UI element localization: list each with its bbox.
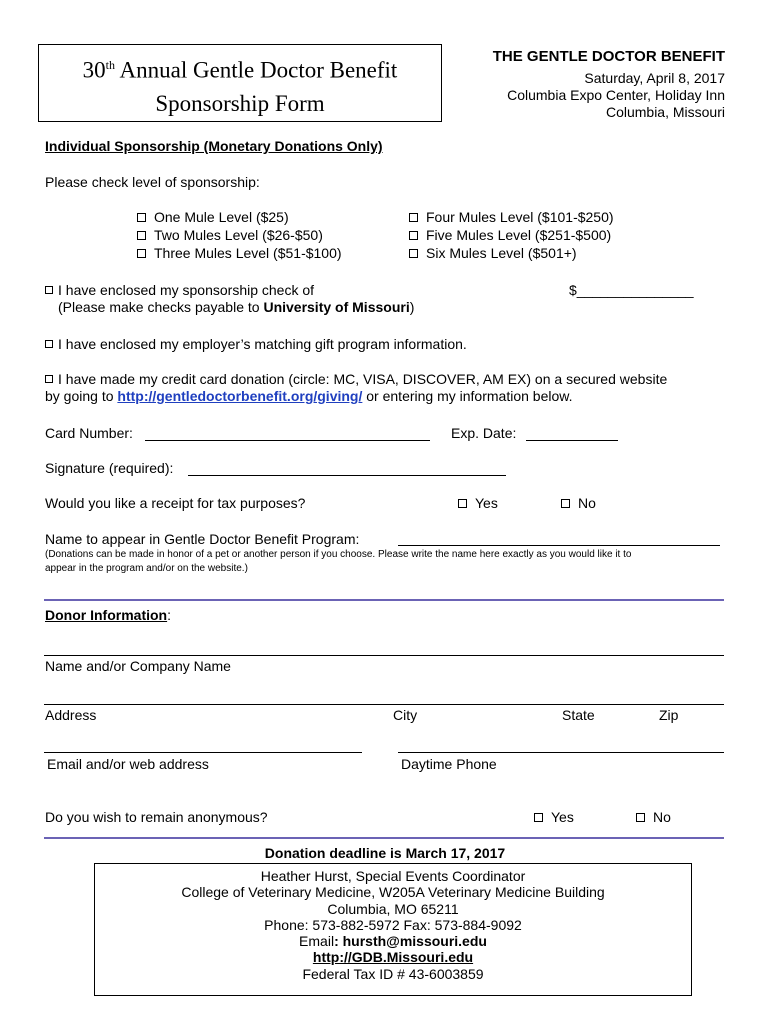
program-name-note-1: (Donations can be made in honor of a pet or another person if you choose. Please write the name here exactly as you would like it to <box>45 549 632 560</box>
signature-field[interactable] <box>188 475 506 476</box>
checkbox[interactable] <box>45 375 53 383</box>
checkbox[interactable] <box>45 340 53 348</box>
event-venue: Columbia Expo Center, Holiday Inn <box>507 87 725 103</box>
receipt-yes[interactable]: Yes <box>458 495 498 511</box>
program-name-note-2: appear in the program and/or on the website.) <box>45 563 248 574</box>
checkbox[interactable] <box>45 286 53 294</box>
form-title-line2: Sponsorship Form <box>155 90 325 116</box>
card-number-label: Card Number: <box>45 425 133 441</box>
level-option[interactable]: Three Mules Level ($51-$100) <box>137 244 342 262</box>
checkbox[interactable] <box>534 813 543 822</box>
program-name-label: Name to appear in Gentle Doctor Benefit Program: <box>45 531 360 547</box>
event-city: Columbia, Missouri <box>605 104 725 120</box>
anonymous-yes[interactable]: Yes <box>534 809 574 825</box>
giving-link[interactable]: http://gentledoctorbenefit.org/giving/ <box>117 388 363 404</box>
donation-deadline: Donation deadline is March 17, 2017 <box>264 845 506 861</box>
zip-label: Zip <box>659 707 679 723</box>
checkbox[interactable] <box>137 249 146 258</box>
credit-option[interactable]: I have made my credit card donation (circle: MC, VISA, DISCOVER, AM EX) on a secured website <box>45 371 667 387</box>
checkbox[interactable] <box>561 499 570 508</box>
phone-field[interactable] <box>398 752 724 753</box>
name-label: Name and/or Company Name <box>45 658 231 674</box>
exp-date-field[interactable] <box>526 440 618 441</box>
state-label: State <box>562 707 595 723</box>
donor-heading: Donor Information: <box>45 607 171 623</box>
address-field[interactable] <box>44 704 724 705</box>
event-date: Saturday, April 8, 2017 <box>584 70 725 86</box>
section-divider <box>44 837 724 839</box>
level-option[interactable]: Six Mules Level ($501+) <box>409 244 614 262</box>
sponsorship-prompt: Please check level of sponsorship: <box>45 174 260 190</box>
contact-email: Email: hursth@missouri.edu <box>299 933 487 950</box>
anonymous-question: Do you wish to remain anonymous? <box>45 809 268 825</box>
email-field[interactable] <box>44 752 362 753</box>
receipt-no[interactable]: No <box>561 495 596 511</box>
check-amount-field[interactable]: $_______________ <box>569 282 694 298</box>
contact-phone: Phone: 573-882-5972 Fax: 573-884-9092 <box>264 916 522 933</box>
contact-city: Columbia, MO 65211 <box>327 900 459 917</box>
form-title <box>38 44 442 122</box>
checkbox[interactable] <box>409 249 418 258</box>
check-note: (Please make checks payable to University of Missouri) <box>58 299 415 315</box>
section-divider <box>44 599 724 601</box>
level-option[interactable]: Two Mules Level ($26-$50) <box>137 226 342 244</box>
form-title-line1: 30th Annual Gentle Doctor Benefit <box>82 57 398 83</box>
checkbox[interactable] <box>409 213 418 222</box>
anonymous-no[interactable]: No <box>636 809 671 825</box>
card-number-field[interactable] <box>145 440 430 441</box>
exp-date-label: Exp. Date: <box>451 425 517 441</box>
contact-website[interactable]: http://GDB.Missouri.edu <box>312 949 474 966</box>
receipt-question: Would you like a receipt for tax purposes? <box>45 495 306 511</box>
checkbox[interactable] <box>636 813 645 822</box>
city-label: City <box>393 707 418 723</box>
checkbox[interactable] <box>137 231 146 240</box>
contact-name: Heather Hurst, Special Events Coordinator <box>260 868 526 884</box>
event-name: THE GENTLE DOCTOR BENEFIT <box>492 48 725 65</box>
signature-label: Signature (required): <box>45 460 174 476</box>
check-option[interactable]: I have enclosed my sponsorship check of <box>45 282 314 298</box>
credit-option-line2: by going to http://gentledoctorbenefit.org/giving/ or entering my information below. <box>45 388 573 404</box>
checkbox[interactable] <box>409 231 418 240</box>
checkbox[interactable] <box>137 213 146 222</box>
matching-option[interactable]: I have enclosed my employer’s matching gift program information. <box>45 336 467 352</box>
checkbox[interactable] <box>458 499 467 508</box>
sponsorship-heading: Individual Sponsorship (Monetary Donations Only) <box>45 138 383 154</box>
tax-id: Federal Tax ID # 43-6003859 <box>302 965 484 982</box>
level-option[interactable]: Four Mules Level ($101-$250) <box>409 208 614 226</box>
level-option[interactable]: One Mule Level ($25) <box>137 208 342 226</box>
levels-right <box>409 208 614 262</box>
phone-label: Daytime Phone <box>401 756 497 772</box>
levels-left <box>137 208 342 262</box>
level-option[interactable]: Five Mules Level ($251-$500) <box>409 226 614 244</box>
contact-box <box>94 863 692 996</box>
address-label: Address <box>45 707 97 723</box>
contact-dept: College of Veterinary Medicine, W205A Veterinary Medicine Building <box>181 884 605 901</box>
name-field[interactable] <box>44 655 724 656</box>
program-name-field[interactable] <box>398 545 720 546</box>
email-label: Email and/or web address <box>47 756 209 772</box>
